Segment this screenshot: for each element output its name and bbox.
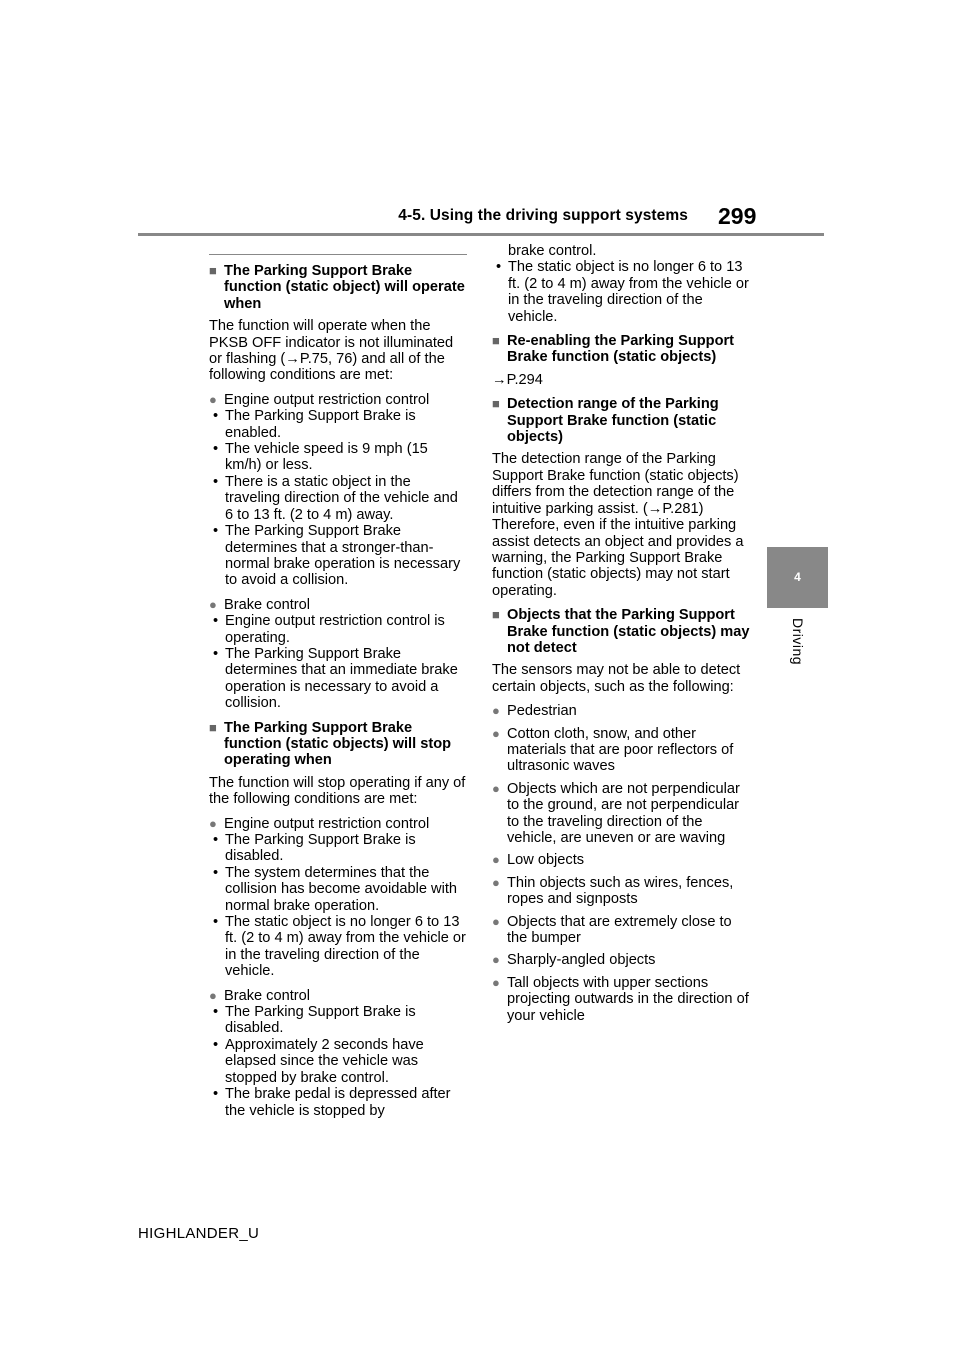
sub-item: • The vehicle speed is 9 mph (15 km/h) or less. <box>209 441 467 474</box>
bullet-item: ● Engine output restriction control <box>209 816 467 832</box>
bullet-item: ● Objects which are not perpendicular to the ground, are not perpendicular to the traveling direction of the vehicle, are uneven or are waving <box>492 781 750 847</box>
header-rule <box>138 233 824 236</box>
bullet-item: ● Sharply-angled objects <box>492 952 750 968</box>
bullet-group <box>209 988 467 1119</box>
page-header <box>358 205 798 231</box>
bullet-item: ● Low objects <box>492 852 750 868</box>
bullet-item: ● Cotton cloth, snow, and other materials that are poor reflectors of ultrasonic waves <box>492 726 750 775</box>
paragraph-stop-conditions: The function will stop operating if any of the following conditions are met: <box>209 774 466 808</box>
page-number: 299 <box>718 203 757 229</box>
section-title: 4-5. Using the driving support systems <box>398 207 688 224</box>
footer-model: HIGHLANDER_U <box>138 1225 260 1242</box>
bullet-item: ● Tall objects with upper sections projecting outwards in the direction of your vehicle <box>492 975 750 1024</box>
page-reference: →P.294 <box>492 371 543 388</box>
sub-item: • The Parking Support Brake is disabled. <box>209 832 467 865</box>
paragraph-operate-conditions: The function will operate when the PKSB OFF indicator is not illuminated or flashing (→P.75, 76) and all of the following conditions are met: <box>209 318 454 384</box>
continued-group <box>492 243 750 325</box>
sub-item: • The static object is no longer 6 to 13 ft. (2 to 4 m) away from the vehicle or in the traveling direction of the vehicle. <box>209 914 467 980</box>
paragraph-detection-range: The detection range of the Parking Support Brake function (static objects) differs from the detection range of the intuitive parking assist. (→P.281) Therefore, even if the intuitive parking assist detects an object and provides a warning, the Parking Support Brake function (static objects) may not start operating. <box>492 451 744 599</box>
sub-item: • Engine output restriction control is operating. <box>209 613 467 646</box>
bullet-item: ● Objects that are extremely close to the bumper <box>492 914 750 947</box>
continued-text: brake control. <box>508 243 597 259</box>
chapter-tab: 4 <box>767 547 828 608</box>
right-column <box>492 243 750 1030</box>
sub-item: • There is a static object in the traveling direction of the vehicle and 6 to 13 ft. (2 to 4 m) away. <box>209 474 467 523</box>
bullet-item: ● Engine output restriction control <box>209 392 467 408</box>
bullet-item: ● Thin objects such as wires, fences, ropes and signposts <box>492 875 750 908</box>
heading-stop-when: ■ The Parking Support Brake function (static objects) will stop operating when <box>209 720 467 769</box>
bullet-group <box>209 816 467 980</box>
heading-re-enabling: ■ Re-enabling the Parking Support Brake function (static objects) <box>492 333 750 366</box>
sub-item: • The Parking Support Brake is disabled. <box>209 1004 467 1037</box>
bullet-item: ● Brake control <box>209 597 467 613</box>
heading-operate-when: ■ The Parking Support Brake function (static object) will operate when <box>209 263 467 312</box>
sub-item: • The Parking Support Brake determines that a stronger-than-normal brake operation is necessary to avoid a collision. <box>209 523 467 589</box>
sub-item: • The Parking Support Brake determines that an immediate brake operation is necessary to avoid a collision. <box>209 646 467 712</box>
bullet-item: ● Brake control <box>209 988 467 1004</box>
sub-item: • The Parking Support Brake is enabled. <box>209 408 467 441</box>
bullet-group <box>209 392 467 589</box>
paragraph-may-not-detect: The sensors may not be able to detect certain objects, such as the following: <box>492 662 741 695</box>
chapter-label: Driving <box>790 618 806 666</box>
sub-item: • The brake pedal is depressed after the vehicle is stopped by <box>209 1086 467 1119</box>
bullet-item: ● Pedestrian <box>492 703 750 719</box>
bullet-group <box>209 597 467 712</box>
sub-item: • The static object is no longer 6 to 13 ft. (2 to 4 m) away from the vehicle or in the traveling direction of the vehicle. <box>492 259 750 325</box>
heading-may-not-detect: ■ Objects that the Parking Support Brake function (static objects) may not detect <box>492 607 750 656</box>
sub-item: • The system determines that the collision has become avoidable with normal brake operation. <box>209 865 467 914</box>
sub-item: • Approximately 2 seconds have elapsed since the vehicle was stopped by brake control. <box>209 1037 467 1086</box>
section-divider <box>209 254 467 255</box>
heading-detection-range: ■ Detection range of the Parking Support Brake function (static objects) <box>492 396 750 445</box>
left-column <box>209 244 467 1127</box>
